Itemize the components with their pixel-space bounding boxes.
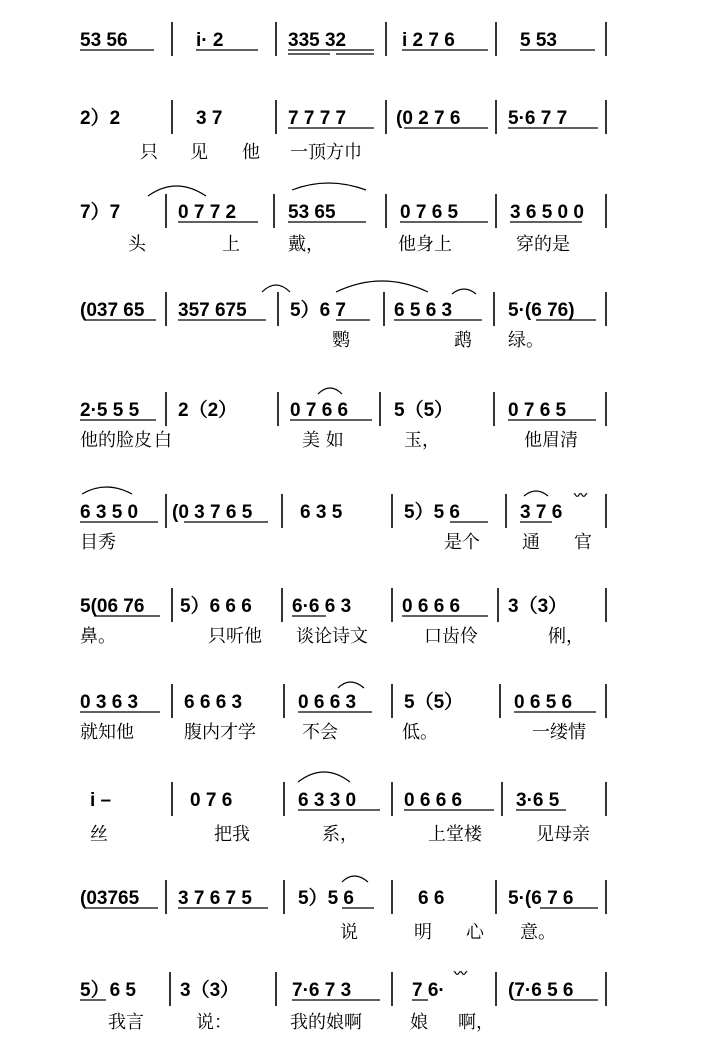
notes-row-6-measure-3: 6 3 5: [300, 502, 343, 523]
score-row-6: [80, 487, 606, 553]
notes-row-7-measure-2: 5）6 6 6: [180, 596, 252, 617]
notes-row-11-measure-2: 3（3）: [180, 980, 240, 1001]
lyric-row-11-4: 娘: [410, 1012, 428, 1033]
notes-row-5-measure-2: 2（2）: [178, 400, 238, 421]
notes-row-4-measure-5: 5·(6 76): [508, 300, 575, 321]
notes-row-9-measure-5: 3·6 5: [516, 790, 560, 811]
notes-row-9-measure-4: 0 6 6 6: [404, 790, 463, 811]
lyric-row-9-4: 上堂楼: [428, 824, 482, 845]
notes-row-7-measure-4: 0 6 6 6: [402, 596, 461, 617]
notes-row-3-measure-5: 3 6 5 0 0: [510, 202, 584, 223]
notes-row-3-measure-1: 7）7: [80, 202, 121, 223]
notes-row-11-measure-4: 7 6·: [412, 980, 445, 1001]
notes-row-6-measure-2: (0 3 7 6 5: [172, 502, 253, 523]
lyric-row-11-5: 啊，: [458, 1012, 494, 1033]
notes-row-4-measure-3: 5）6 7: [290, 300, 346, 321]
mordent-mark-2: 〰: [454, 967, 468, 982]
notes-row-7-measure-3: 6·6 6 3: [292, 596, 352, 617]
notes-row-9-measure-2: 0 7 6: [190, 790, 233, 811]
lyric-row-7-3: 谈论诗文: [296, 626, 368, 647]
notes-row-8-measure-2: 6 6 6 3: [184, 692, 243, 713]
lyric-row-8-1: 就知他: [80, 722, 134, 743]
lyric-row-6-1: 目秀: [80, 532, 116, 553]
notes-row-4-measure-4: 6 5 6 3: [394, 300, 453, 321]
notes-row-10-measure-4: 6 6: [418, 888, 445, 909]
lyric-row-8-3: 不会: [302, 722, 338, 743]
notes-row-3-measure-3: 53 65: [288, 202, 336, 223]
lyric-row-2-2: 见: [190, 142, 208, 163]
lyric-row-5-3: 美 如: [302, 430, 344, 451]
notes-row-1-measure-5: 5 53: [520, 30, 557, 51]
lyric-row-2-3: 他: [242, 142, 260, 163]
notes-row-3-measure-2: 0 7 7 2: [178, 202, 237, 223]
lyric-row-4-1: 鹦: [332, 330, 350, 351]
notes-row-5-measure-4: 5（5）: [394, 400, 454, 421]
notes-row-5-measure-5: 0 7 6 5: [508, 400, 567, 421]
notes-row-7-measure-5: 3（3）: [508, 596, 568, 617]
score-row-5: [80, 388, 606, 451]
notes-row-6-measure-5: 3 7 6: [520, 502, 563, 523]
lyric-row-5-1: 他的脸皮: [80, 430, 152, 451]
lyric-row-5-4: 玉，: [404, 430, 440, 451]
notes-row-10-measure-3: 5）5 6: [298, 888, 354, 909]
notes-row-11-measure-5: (7·6 5 6: [508, 980, 574, 1001]
notes-row-5-measure-1: 2·5 5 5: [80, 400, 140, 421]
score-row-3: [80, 183, 606, 255]
lyric-row-11-3: 我的娘啊: [290, 1012, 362, 1033]
mordent-mark: 〰: [574, 489, 588, 504]
lyric-row-10-1: 说: [340, 922, 358, 943]
lyric-row-9-1: 丝: [90, 824, 108, 845]
notes-row-9-measure-3: 6 3 3 0: [298, 790, 357, 811]
notes-row-4-measure-2: 357 675: [178, 300, 247, 321]
lyric-row-8-2: 腹内才学: [184, 722, 256, 743]
score-row-10: [80, 876, 606, 943]
lyric-row-10-4: 意。: [520, 922, 556, 943]
lyric-row-8-5: 一缕情: [532, 722, 586, 743]
lyric-row-7-1: 鼻。: [80, 626, 116, 647]
notes-row-5-measure-3: 0 7 6 6: [290, 400, 349, 421]
lyric-row-5-2: 白: [154, 430, 172, 451]
notes-row-9-measure-1: i –: [90, 790, 112, 811]
notes-row-10-measure-2: 3 7 6 7 5: [178, 888, 252, 909]
lyric-row-11-1: 我言: [108, 1012, 144, 1033]
notes-row-2-measure-1: 2）2: [80, 108, 121, 129]
lyric-row-7-2: 只听他: [208, 626, 262, 647]
notes-row-11-measure-3: 7·6 7 3: [292, 980, 352, 1001]
score-row-9: [90, 772, 606, 845]
score-row-1: [80, 22, 606, 56]
lyric-row-9-3: 系，: [322, 824, 358, 845]
lyric-row-3-1: 头: [128, 234, 146, 255]
score-row-2: [80, 100, 606, 163]
notes-row-4-measure-1: (037 65: [80, 300, 145, 321]
score-row-4: [80, 281, 606, 351]
lyric-row-6-2: 是个: [444, 532, 480, 553]
score-row-11: [80, 967, 606, 1033]
lyric-row-9-2: 把我: [214, 824, 250, 845]
notes-row-7-measure-1: 5(06 76: [80, 596, 145, 617]
lyric-row-2-4: 一顶方巾: [290, 142, 362, 163]
notes-row-8-measure-5: 0 6 5 6: [514, 692, 573, 713]
notes-row-6-measure-4: 5）5 6: [404, 502, 460, 523]
notes-row-1-measure-3: 335 32: [288, 30, 347, 51]
lyric-row-11-2: 说：: [196, 1012, 232, 1033]
notes-row-3-measure-4: 0 7 6 5: [400, 202, 459, 223]
notes-row-8-measure-4: 5（5）: [404, 692, 464, 713]
notes-row-10-measure-5: 5·(6 7 6: [508, 888, 574, 909]
lyric-row-5-5: 他眉清: [524, 430, 578, 451]
notes-row-8-measure-1: 0 3 6 3: [80, 692, 139, 713]
lyric-row-4-2: 鹉: [454, 330, 472, 351]
lyric-row-10-2: 明: [414, 922, 432, 943]
notes-row-6-measure-1: 6 3 5 0: [80, 502, 139, 523]
notes-row-1-measure-4: i 2 7 6: [402, 30, 455, 51]
lyric-row-8-4: 低。: [402, 722, 438, 743]
notes-row-2-measure-5: 5·6 7 7: [508, 108, 568, 129]
lyric-row-3-2: 上: [222, 234, 240, 255]
lyric-row-4-3: 绿。: [508, 330, 544, 351]
lyric-row-3-4: 他身上: [398, 234, 452, 255]
lyric-row-6-3: 通: [522, 532, 540, 553]
lyric-row-2-1: 只: [140, 142, 158, 163]
lyric-row-7-4: 口齿伶: [424, 626, 478, 647]
lyric-row-10-3: 心: [466, 922, 484, 943]
notes-row-1-measure-1: 53 56: [80, 30, 128, 51]
lyric-row-7-5: 俐，: [548, 626, 584, 647]
lyric-row-9-5: 见母亲: [536, 824, 590, 845]
notes-row-8-measure-3: 0 6 6 3: [298, 692, 357, 713]
notes-row-1-measure-2: i· 2: [196, 30, 224, 51]
notes-row-10-measure-1: (03765: [80, 888, 140, 909]
notes-row-2-measure-4: (0 2 7 6: [396, 108, 461, 129]
notes-row-2-measure-3: 7 7 7 7: [288, 108, 347, 129]
lyric-row-6-4: 官: [574, 532, 592, 553]
score-row-8: [80, 682, 606, 743]
notes-row-2-measure-2: 3 7: [196, 108, 223, 129]
lyric-row-3-3: 戴，: [288, 234, 324, 255]
notes-row-11-measure-1: 5）6 5: [80, 980, 136, 1001]
lyric-row-3-5: 穿的是: [516, 234, 570, 255]
score-row-7: [80, 588, 606, 647]
